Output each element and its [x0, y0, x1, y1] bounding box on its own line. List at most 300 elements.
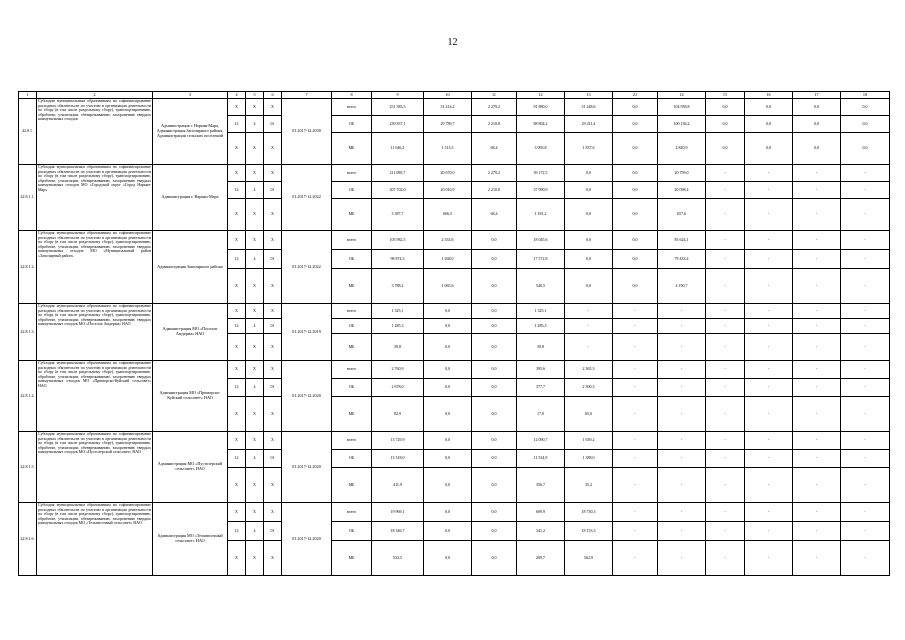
funding-source: ОБ: [332, 116, 372, 133]
row-description: Субсидия муниципальным образованиям на софинансирование расходных обязательств по участию в организации деятельности по сбору (в том числе раздельному сбору), транспортированию, обработке, утилизации, обезвреживанию, захоронению твердых коммунальных отходов МО «Тельвисочный сельсовет» НАО: [37, 503, 153, 576]
header-cell: 4: [228, 92, 246, 99]
value-cell: 0,0: [424, 379, 472, 397]
row-code: 42.8.1.2.: [19, 231, 37, 304]
value-cell: -: [745, 304, 793, 319]
value-cell: -: [841, 182, 890, 199]
cell-c4: X: [228, 334, 246, 361]
cell-c6: 01: [264, 319, 282, 334]
value-cell: 4 190,7: [658, 269, 706, 304]
cell-c6: X: [264, 99, 282, 116]
value-cell: 609,9: [517, 503, 565, 522]
header-cell: 14: [658, 92, 706, 99]
funding-source: ОБ: [332, 450, 372, 468]
value-cell: -: [658, 541, 706, 576]
cell-c6: 01: [264, 522, 282, 541]
row-executor: Администрация Заполярного района: [153, 231, 228, 304]
value-cell: 0,0: [565, 165, 613, 182]
cell-c5: X: [246, 269, 264, 304]
value-cell: -: [745, 199, 793, 231]
table-row: [19, 361, 890, 379]
row-period: 01.2017-12.2020: [282, 503, 332, 576]
value-cell: -: [745, 334, 793, 361]
budget-table: [18, 91, 890, 576]
header-cell: 21: [613, 92, 658, 99]
value-cell: 0,0: [472, 379, 517, 397]
value-cell: -: [745, 541, 793, 576]
value-cell: 2 365,3: [565, 361, 613, 379]
funding-source: МБ: [332, 468, 372, 503]
header-cell: 1: [19, 92, 37, 99]
cell-c5: X: [246, 334, 264, 361]
value-cell: -: [613, 379, 658, 397]
value-cell: -: [841, 231, 890, 250]
row-executor: Администрация МО «Пустозерский сельсовет» НАО: [153, 432, 228, 503]
row-description: Субсидия муниципальным образованиям на софинансирование расходных обязательств по участию в организации деятельности по сбору (в том числе раздельному сбору), транспортированию, обработке, утилизации, обезвреживанию, захоронению твердых коммунальных отходов МО «Муниципальный район «Заполярный район»: [37, 231, 153, 304]
value-cell: -: [841, 503, 890, 522]
value-cell: -: [706, 361, 745, 379]
value-cell: -: [658, 319, 706, 334]
cell-c6: 01: [264, 182, 282, 199]
value-cell: 98 874,3: [372, 250, 424, 269]
cell-c4: X: [228, 99, 246, 116]
cell-c5: 4: [246, 116, 264, 133]
cell-c4: 12: [228, 522, 246, 541]
value-cell: 29 789,7: [424, 116, 472, 133]
value-cell: -: [613, 361, 658, 379]
cell-c4: 12: [228, 250, 246, 269]
value-cell: -: [706, 541, 745, 576]
value-cell: -: [658, 334, 706, 361]
value-cell: 2 300,3: [565, 379, 613, 397]
value-cell: 562,9: [565, 541, 613, 576]
value-cell: 0,0: [472, 250, 517, 269]
value-cell: -: [793, 361, 841, 379]
row-code: 42.8.1.1.: [19, 165, 37, 231]
header-cell: 11: [472, 92, 517, 99]
value-cell: 11 534,9: [517, 450, 565, 468]
value-cell: -: [793, 231, 841, 250]
value-cell: -: [658, 450, 706, 468]
value-cell: -: [706, 231, 745, 250]
value-cell: 4 820,9: [658, 133, 706, 165]
value-cell: 0,0: [472, 503, 517, 522]
header-cell: 2: [37, 92, 153, 99]
value-cell: -: [841, 450, 890, 468]
value-cell: 0,0: [424, 468, 472, 503]
value-cell: 0,0: [613, 182, 658, 199]
value-cell: -: [658, 379, 706, 397]
cell-c4: X: [228, 503, 246, 522]
value-cell: -: [841, 541, 890, 576]
value-cell: 2 279,2: [472, 99, 517, 116]
value-cell: 0,0: [613, 269, 658, 304]
value-cell: 100 136,2: [658, 116, 706, 133]
cell-c5: X: [246, 432, 264, 450]
value-cell: 19 969,1: [372, 503, 424, 522]
cell-c5: X: [246, 99, 264, 116]
value-cell: -: [706, 432, 745, 450]
cell-c4: 12: [228, 450, 246, 468]
value-cell: -: [841, 379, 890, 397]
value-cell: 0,0: [793, 116, 841, 133]
header-cell: 3: [153, 92, 228, 99]
value-cell: 0,0: [613, 133, 658, 165]
cell-c6: 01: [264, 450, 282, 468]
value-cell: 0,0: [472, 522, 517, 541]
row-description: Субсидии муниципальным образованиям на софинансирование расходных обязательств по участию в организации деятельности по сбору (в том числе раздельному сбору), транспортированию, обработке, утилизации, обезвреживанию, захоронению твердых коммунальных отходов: [37, 99, 153, 165]
value-cell: -: [706, 468, 745, 503]
cell-c5: 4: [246, 379, 264, 397]
funding-source: МБ: [332, 334, 372, 361]
value-cell: -: [841, 250, 890, 269]
value-cell: 18 045,6: [517, 231, 565, 250]
value-cell: -: [793, 397, 841, 432]
cell-c4: X: [228, 231, 246, 250]
value-cell: 1 325,1: [372, 304, 424, 319]
header-cell: 6: [264, 92, 282, 99]
cell-c6: 01: [264, 379, 282, 397]
value-cell: 39,8: [372, 334, 424, 361]
value-cell: 3 387,7: [372, 199, 424, 231]
value-cell: -: [613, 503, 658, 522]
value-cell: -: [841, 397, 890, 432]
row-description: Субсидия муниципальным образованиям на софинансирование расходных обязательств по участию в организации деятельности по сбору (в том числе раздельному сбору), транспортированию, обработке, утилизации, обезвреживанию, захоронению твердых коммунальных отходов МО «Поселок Амдерма» НАО: [37, 304, 153, 361]
cell-c4: X: [228, 432, 246, 450]
funding-source: МБ: [332, 269, 372, 304]
cell-c5: X: [246, 199, 264, 231]
value-cell: 37 990,9: [517, 182, 565, 199]
row-executor: Администрация г. Нарьян-Мара: [153, 165, 228, 231]
value-cell: 0,0: [613, 231, 658, 250]
value-cell: 0,0: [745, 133, 793, 165]
value-cell: 0,0: [472, 541, 517, 576]
cell-c6: X: [264, 361, 282, 379]
value-cell: 0,0: [706, 133, 745, 165]
funding-source: всего: [332, 503, 372, 522]
value-cell: 0,0: [472, 319, 517, 334]
row-code: 42.8.1.: [19, 99, 37, 165]
cell-c4: X: [228, 304, 246, 319]
row-period: 01.2017-12.2022: [282, 165, 332, 231]
cell-c6: X: [264, 334, 282, 361]
row-description: Субсидия муниципальным образованиям на софинансирование расходных обязательств по участию в организации деятельности по сбору (в том числе раздельному сбору), транспортированию, обработке, утилизации, обезвреживанию, захоронению твердых коммунальных отходов МО «Городской округ «Город Нарьян-Мар»: [37, 165, 153, 231]
value-cell: -: [841, 199, 890, 231]
value-cell: -: [793, 379, 841, 397]
table-row: [19, 231, 890, 250]
value-cell: 2 210,8: [472, 116, 517, 133]
cell-c6: X: [264, 231, 282, 250]
cell-c5: X: [246, 397, 264, 432]
value-cell: 3 788,2: [372, 269, 424, 304]
cell-c6: 01: [264, 116, 282, 133]
value-cell: 0,0: [472, 231, 517, 250]
value-cell: -: [565, 334, 613, 361]
value-cell: 83 624,1: [658, 231, 706, 250]
value-cell: 39,8: [517, 334, 565, 361]
cell-c5: X: [246, 503, 264, 522]
cell-c4: X: [228, 165, 246, 182]
value-cell: 1 388,0: [565, 450, 613, 468]
cell-c6: X: [264, 432, 282, 450]
value-cell: 1 837,6: [565, 133, 613, 165]
value-cell: 17 572,8: [517, 250, 565, 269]
value-cell: -: [706, 450, 745, 468]
value-cell: -: [745, 361, 793, 379]
header-cell: 10: [424, 92, 472, 99]
value-cell: 88 804,2: [517, 116, 565, 133]
value-cell: 104 958,8: [658, 99, 706, 116]
value-cell: 0,0: [472, 334, 517, 361]
value-cell: 18 153,3: [565, 522, 613, 541]
value-cell: -: [658, 503, 706, 522]
value-cell: 0,0: [424, 503, 472, 522]
value-cell: 0,0: [565, 269, 613, 304]
value-cell: 20 016,9: [424, 182, 472, 199]
value-cell: -: [706, 269, 745, 304]
cell-c4: X: [228, 361, 246, 379]
value-cell: -: [706, 199, 745, 231]
value-cell: -: [613, 432, 658, 450]
value-cell: -: [706, 503, 745, 522]
value-cell: 91 880,0: [517, 99, 565, 116]
value-cell: 2 760,9: [372, 361, 424, 379]
value-cell: 1 065,6: [424, 269, 472, 304]
value-cell: 411,9: [372, 468, 424, 503]
row-code: 42.8.1.3.: [19, 304, 37, 361]
value-cell: 1 181,2: [517, 199, 565, 231]
value-cell: -: [841, 522, 890, 541]
cell-c4: X: [228, 133, 246, 165]
value-cell: 0,0: [472, 468, 517, 503]
value-cell: 0,0: [613, 199, 658, 231]
table-row: [19, 304, 890, 319]
value-cell: -: [706, 522, 745, 541]
cell-c6: 01: [264, 250, 282, 269]
cell-c4: 12: [228, 379, 246, 397]
value-cell: -: [706, 397, 745, 432]
value-cell: 2 333,6: [424, 231, 472, 250]
value-cell: 0,0: [472, 304, 517, 319]
value-cell: -: [706, 334, 745, 361]
funding-source: МБ: [332, 541, 372, 576]
value-cell: -: [841, 334, 890, 361]
value-cell: 2 210,8: [472, 182, 517, 199]
value-cell: -: [841, 269, 890, 304]
value-cell: 606,5: [424, 199, 472, 231]
cell-c5: X: [246, 133, 264, 165]
funding-source: ОБ: [332, 522, 372, 541]
value-cell: 35,2: [565, 468, 613, 503]
value-cell: -: [745, 503, 793, 522]
value-cell: 207 702,0: [372, 182, 424, 199]
value-cell: 0,0: [424, 319, 472, 334]
row-executor: Администрация МО «Приморско-Куйский сельсовет» НАО: [153, 361, 228, 432]
cell-c4: 12: [228, 319, 246, 334]
value-cell: 3 095,8: [517, 133, 565, 165]
value-cell: 0,0: [424, 432, 472, 450]
cell-c4: X: [228, 397, 246, 432]
header-cell: 18: [841, 92, 890, 99]
header-cell: 16: [745, 92, 793, 99]
value-cell: 0,0: [565, 250, 613, 269]
value-cell: -: [613, 468, 658, 503]
value-cell: 0,0: [424, 522, 472, 541]
value-cell: 341,2: [517, 522, 565, 541]
value-cell: 0,0: [613, 165, 658, 182]
value-cell: -: [793, 319, 841, 334]
value-cell: 68,4: [472, 199, 517, 231]
value-cell: 395,6: [517, 361, 565, 379]
value-cell: 532,5: [372, 541, 424, 576]
value-cell: -: [745, 182, 793, 199]
value-cell: -: [658, 468, 706, 503]
funding-source: всего: [332, 361, 372, 379]
value-cell: 0,0: [472, 397, 517, 432]
value-cell: -: [706, 182, 745, 199]
value-cell: -: [793, 304, 841, 319]
value-cell: -: [706, 250, 745, 269]
value-cell: 0,0: [424, 361, 472, 379]
row-executor: Администрация МО «Поселок Амдерма» НАО: [153, 304, 228, 361]
cell-c4: 12: [228, 182, 246, 199]
value-cell: -: [793, 250, 841, 269]
value-cell: -: [745, 468, 793, 503]
value-cell: -: [565, 319, 613, 334]
value-cell: 17,9: [517, 397, 565, 432]
cell-c6: X: [264, 133, 282, 165]
value-cell: 377,7: [517, 379, 565, 397]
value-cell: 2 678,0: [372, 379, 424, 397]
value-cell: -: [613, 319, 658, 334]
value-cell: -: [658, 522, 706, 541]
value-cell: 20 759,0: [658, 165, 706, 182]
value-cell: 82,9: [372, 397, 424, 432]
funding-source: ОБ: [332, 182, 372, 199]
header-cell: 13: [565, 92, 613, 99]
value-cell: 356,7: [517, 468, 565, 503]
value-cell: 0,0: [565, 199, 613, 231]
cell-c6: X: [264, 199, 282, 231]
table-row: [19, 432, 890, 450]
value-cell: 0,0: [613, 99, 658, 116]
value-cell: 239 837,1: [372, 116, 424, 133]
value-cell: -: [841, 319, 890, 334]
value-cell: 0,0: [745, 99, 793, 116]
value-cell: -: [793, 182, 841, 199]
value-cell: 31 248,6: [565, 99, 613, 116]
cell-c4: X: [228, 269, 246, 304]
value-cell: 20 670,0: [424, 165, 472, 182]
row-executor: Администрация МО «Тельвисочный сельсовет» НАО: [153, 503, 228, 576]
value-cell: 12 090,7: [517, 432, 565, 450]
row-period: 01.2017-12.2022: [282, 231, 332, 304]
header-row: [19, 92, 890, 99]
header-cell: 8: [332, 92, 372, 99]
value-cell: 269,7: [517, 541, 565, 576]
value-cell: 1 268,0: [424, 250, 472, 269]
value-cell: -: [745, 397, 793, 432]
row-period: 01.2017-12.2030: [282, 99, 332, 165]
value-cell: 13 729,9: [372, 432, 424, 450]
value-cell: -: [613, 450, 658, 468]
value-cell: -: [793, 199, 841, 231]
header-cell: 5: [246, 92, 264, 99]
value-cell: -: [793, 450, 841, 468]
value-cell: 18 346,7: [372, 522, 424, 541]
value-cell: -: [706, 304, 745, 319]
value-cell: -: [841, 432, 890, 450]
header-cell: 17: [793, 92, 841, 99]
header-cell: 7: [282, 92, 332, 99]
value-cell: 2 279,2: [472, 165, 517, 182]
funding-source: ОБ: [332, 319, 372, 334]
value-cell: -: [841, 165, 890, 182]
value-cell: 65,0: [565, 397, 613, 432]
value-cell: -: [565, 304, 613, 319]
cell-c4: X: [228, 541, 246, 576]
table-row: [19, 99, 890, 116]
cell-c5: X: [246, 231, 264, 250]
value-cell: -: [658, 432, 706, 450]
value-cell: -: [745, 432, 793, 450]
value-cell: -: [745, 522, 793, 541]
row-period: 01.2017-12.2020: [282, 432, 332, 503]
value-cell: 0,0: [565, 182, 613, 199]
value-cell: -: [793, 269, 841, 304]
funding-source: всего: [332, 304, 372, 319]
value-cell: 18 730,3: [565, 503, 613, 522]
value-cell: 1 285,3: [517, 319, 565, 334]
row-description: Субсидия муниципальным образованиям на софинансирование расходных обязательств по участию в организации деятельности по сбору (в том числе раздельному сбору), транспортированию, обработке, утилизации, обезвреживанию, захоронению твердых коммунальных отходов МО «Приморско-Куйский сельсовет» НАО: [37, 361, 153, 432]
value-cell: -: [745, 250, 793, 269]
value-cell: 0,0: [424, 334, 472, 361]
value-cell: -: [706, 319, 745, 334]
value-cell: 20 098,4: [658, 182, 706, 199]
value-cell: 0,0: [706, 116, 745, 133]
value-cell: -: [745, 450, 793, 468]
row-code: 42.8.1.4.: [19, 361, 37, 432]
cell-c6: X: [264, 503, 282, 522]
table-row: [19, 165, 890, 182]
value-cell: 0,0: [706, 99, 745, 116]
value-cell: -: [658, 361, 706, 379]
value-cell: -: [793, 503, 841, 522]
cell-c5: 4: [246, 522, 264, 541]
value-cell: 0,0: [472, 269, 517, 304]
cell-c6: X: [264, 304, 282, 319]
cell-c5: X: [246, 361, 264, 379]
row-period: 01.2017-12.2019: [282, 304, 332, 361]
value-cell: 0,0: [613, 250, 658, 269]
cell-c6: X: [264, 165, 282, 182]
value-cell: 39 172,5: [517, 165, 565, 182]
value-cell: 0,0: [613, 116, 658, 133]
value-cell: -: [706, 379, 745, 397]
row-executor: Администрация г. Нарьян-Мара, Администрация Заполярного района, Администрации сельских поселений: [153, 99, 228, 165]
cell-c6: X: [264, 541, 282, 576]
funding-source: всего: [332, 432, 372, 450]
value-cell: -: [658, 304, 706, 319]
table-row: [19, 503, 890, 522]
header-cell: 9: [372, 92, 424, 99]
page-number: 12: [447, 37, 458, 48]
cell-c4: X: [228, 468, 246, 503]
cell-c6: X: [264, 269, 282, 304]
value-cell: 1 639,2: [565, 432, 613, 450]
cell-c6: X: [264, 468, 282, 503]
value-cell: 657,6: [658, 199, 706, 231]
funding-source: всего: [332, 99, 372, 116]
